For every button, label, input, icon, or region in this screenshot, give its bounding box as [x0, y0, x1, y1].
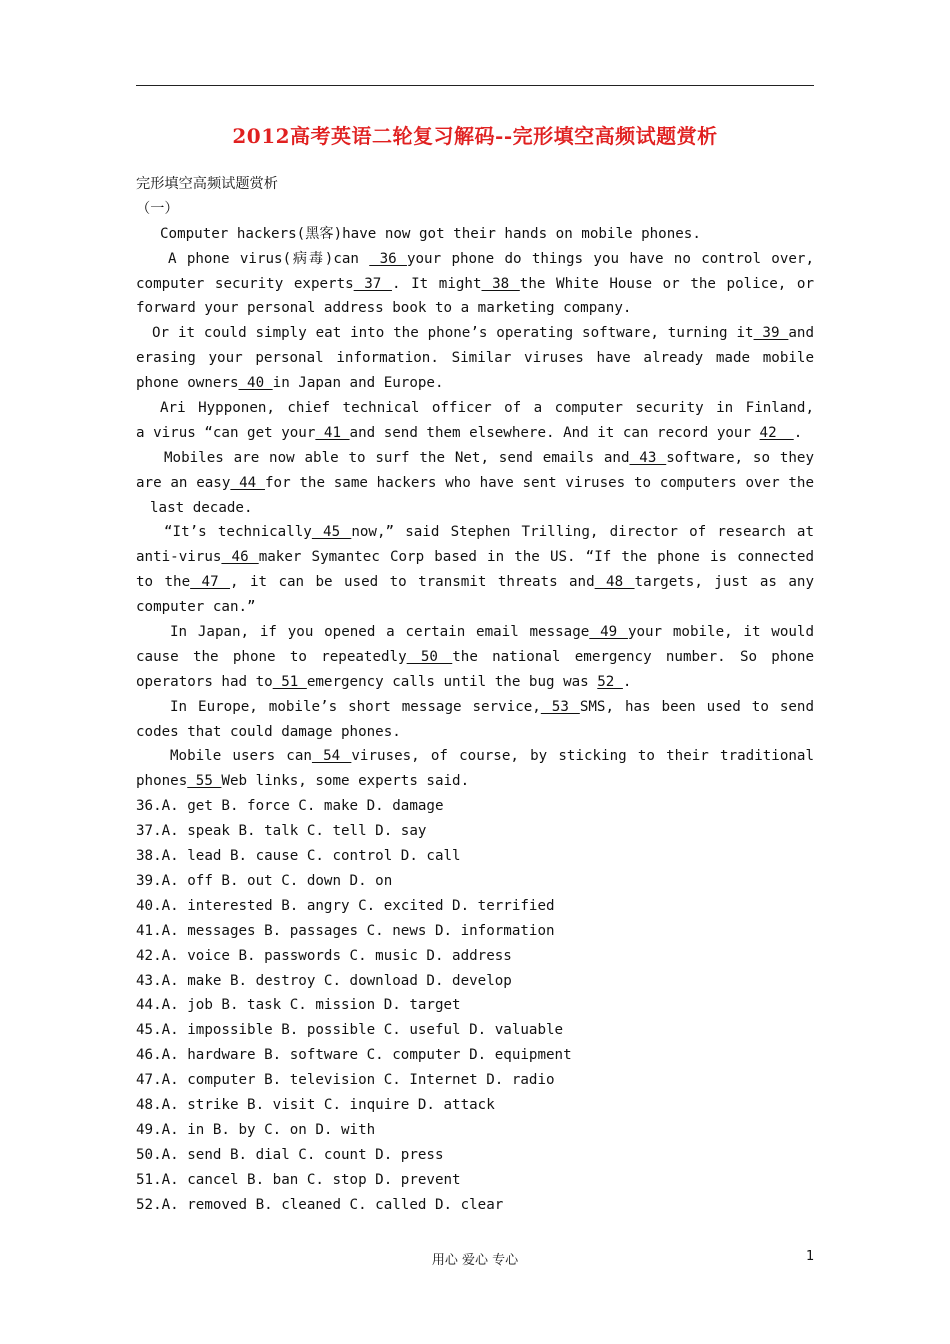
passage-line [136, 321, 814, 346]
passage-text: phone owners [136, 375, 239, 392]
passage-text: . [622, 673, 632, 690]
passage-line [136, 346, 814, 371]
passage-line [136, 496, 814, 521]
passage-text: Mobile users can [170, 748, 312, 765]
option-line: 41.A. messages B. passages C. news D. information [136, 922, 555, 939]
option-line: 51.A. cancel B. ban C. stop D. prevent [136, 1171, 461, 1188]
document-body [136, 172, 814, 1217]
passage-text: computer security experts [136, 275, 354, 292]
option-line: 45.A. impossible B. possible C. useful D. valuable [136, 1022, 564, 1039]
blank-number: 40 [238, 375, 273, 392]
passage-line [136, 371, 814, 396]
blank-number: 52 [597, 673, 623, 690]
passage-text: “It’s technically [164, 524, 312, 541]
blank-number: 50 [406, 648, 453, 665]
section-label: （一） [136, 200, 179, 217]
blank-number: 43 [629, 449, 667, 466]
passage-line [136, 720, 814, 745]
option-line: 50.A. send B. dial C. count D. press [136, 1146, 444, 1163]
passage-text: anti-virus [136, 549, 222, 566]
blank-number: 41 [315, 424, 350, 441]
passage-text: and send them elsewhere. And it can record your [349, 424, 760, 441]
option-line: 52.A. removed B. cleaned C. called D. clear [136, 1196, 504, 1213]
blank-number: 48 [594, 574, 635, 591]
blank-number: 45 [311, 524, 352, 541]
option-line: 37.A. speak B. talk C. tell D. say [136, 823, 427, 840]
passage-text: now,” said Stephen Trilling, director of research at [351, 524, 814, 541]
passage-text: maker Symantec Corp based in the US. “If the phone is connected [258, 549, 814, 566]
passage-text: , it can be used to transmit threats and [230, 574, 595, 591]
passage-text: erasing your personal information. Similar viruses have already made mobile [136, 350, 814, 367]
blank-number: 47 [190, 574, 231, 591]
passage-line [136, 296, 814, 321]
option-line: 42.A. voice B. passwords C. music D. address [136, 947, 512, 964]
passage-text: A phone virus(病毒)can [168, 250, 370, 267]
passage-text: Computer hackers(黑客)have now got their hands on mobile phones. [160, 225, 701, 242]
subtitle: 完形填空高频试题赏析 [136, 176, 278, 192]
blank-number: 49 [589, 624, 628, 641]
passage-text: operators had to [136, 673, 273, 690]
passage-text: . It might [391, 275, 482, 292]
blank-number: 55 [187, 773, 222, 790]
passage-line [136, 769, 814, 794]
blank-number: 36 [369, 250, 407, 267]
passage-text: cause the phone to repeatedly [136, 648, 407, 665]
passage-text: emergency calls until the bug was [306, 673, 598, 690]
passage-text: phones [136, 773, 188, 790]
passage-text: SMS, has been used to send [579, 698, 814, 715]
passage-line [136, 595, 814, 620]
option-line: 46.A. hardware B. software C. computer D. equipment [136, 1047, 572, 1064]
passage-text: your mobile, it would [627, 624, 814, 641]
passage-line [136, 222, 814, 247]
blank-number: 54 [311, 748, 352, 765]
blank-number: 42 [759, 424, 794, 441]
passage-line [136, 545, 814, 570]
passage-text: Mobiles are now able to surf the Net, send emails and [164, 449, 630, 466]
passage-text: forward your personal address book to a marketing company. [136, 300, 632, 317]
passage-text: your phone do things you have no control over, [406, 250, 814, 267]
blank-number: 46 [221, 549, 259, 566]
option-line: 48.A. strike B. visit C. inquire D. attack [136, 1096, 495, 1113]
blank-number: 37 [353, 275, 392, 292]
option-line: 39.A. off B. out C. down D. on [136, 872, 393, 889]
passage-text: In Japan, if you opened a certain email message [170, 624, 590, 641]
passage-line [136, 421, 814, 446]
passage-text: computer can.” [136, 599, 256, 616]
passage-text: Ari Hypponen, chief technical officer of a computer security in Finland, [160, 400, 814, 417]
passage-line [136, 645, 814, 670]
footer-motto: 用心 爱心 专心 [431, 1253, 519, 1268]
passage-line [136, 620, 814, 645]
header-rule [136, 85, 814, 86]
passage-line [136, 471, 814, 496]
option-line: 49.A. in B. by C. on D. with [136, 1121, 376, 1138]
cloze-passage [136, 222, 814, 794]
blank-number: 38 [481, 275, 520, 292]
passage-text: to the [136, 574, 191, 591]
passage-text: software, so they [666, 449, 814, 466]
passage-text: codes that could damage phones. [136, 723, 401, 740]
passage-line [136, 570, 814, 595]
passage-text: Web links, some experts said. [221, 773, 470, 790]
blank-number: 53 [540, 698, 580, 715]
passage-text: a virus “can get your [136, 424, 316, 441]
passage-line [136, 744, 814, 769]
passage-text: In Europe, mobile’s short message service, [170, 698, 541, 715]
option-line: 47.A. computer B. television C. Internet D. radio [136, 1072, 555, 1089]
page-number: 1 [806, 1249, 815, 1264]
blank-number: 51 [272, 673, 307, 690]
passage-line [136, 446, 814, 471]
passage-text: for the same hackers who have sent viruses to computers over the [264, 474, 814, 491]
passage-line [136, 695, 814, 720]
answer-options [136, 794, 814, 1217]
passage-text: the national emergency number. So phone [452, 648, 814, 665]
passage-text: last decade. [150, 499, 253, 516]
passage-text: are an easy [136, 474, 231, 491]
passage-text: the White House or the police, or [519, 275, 814, 292]
passage-text: Or it could simply eat into the phone’s operating software, turning it [152, 325, 754, 342]
option-line: 38.A. lead B. cause C. control D. call [136, 848, 461, 865]
option-line: 40.A. interested B. angry C. excited D. terrified [136, 897, 555, 914]
passage-text: in Japan and Europe. [272, 375, 444, 392]
passage-line [136, 670, 814, 695]
passage-text: viruses, of course, by sticking to their traditional [351, 748, 814, 765]
blank-number: 44 [230, 474, 265, 491]
option-line: 36.A. get B. force C. make D. damage [136, 798, 444, 815]
passage-line [136, 520, 814, 545]
passage-text: . [793, 424, 803, 441]
passage-text: and [788, 325, 814, 342]
passage-line [136, 396, 814, 421]
passage-line [136, 272, 814, 297]
option-line: 43.A. make B. destroy C. download D. develop [136, 972, 512, 989]
option-line: 44.A. job B. task C. mission D. target [136, 997, 461, 1014]
passage-text: targets, just as any [634, 574, 814, 591]
passage-line [136, 247, 814, 272]
document-title: 2012高考英语二轮复习解码--完形填空高频试题赏析 [232, 124, 718, 148]
blank-number: 39 [753, 325, 789, 342]
